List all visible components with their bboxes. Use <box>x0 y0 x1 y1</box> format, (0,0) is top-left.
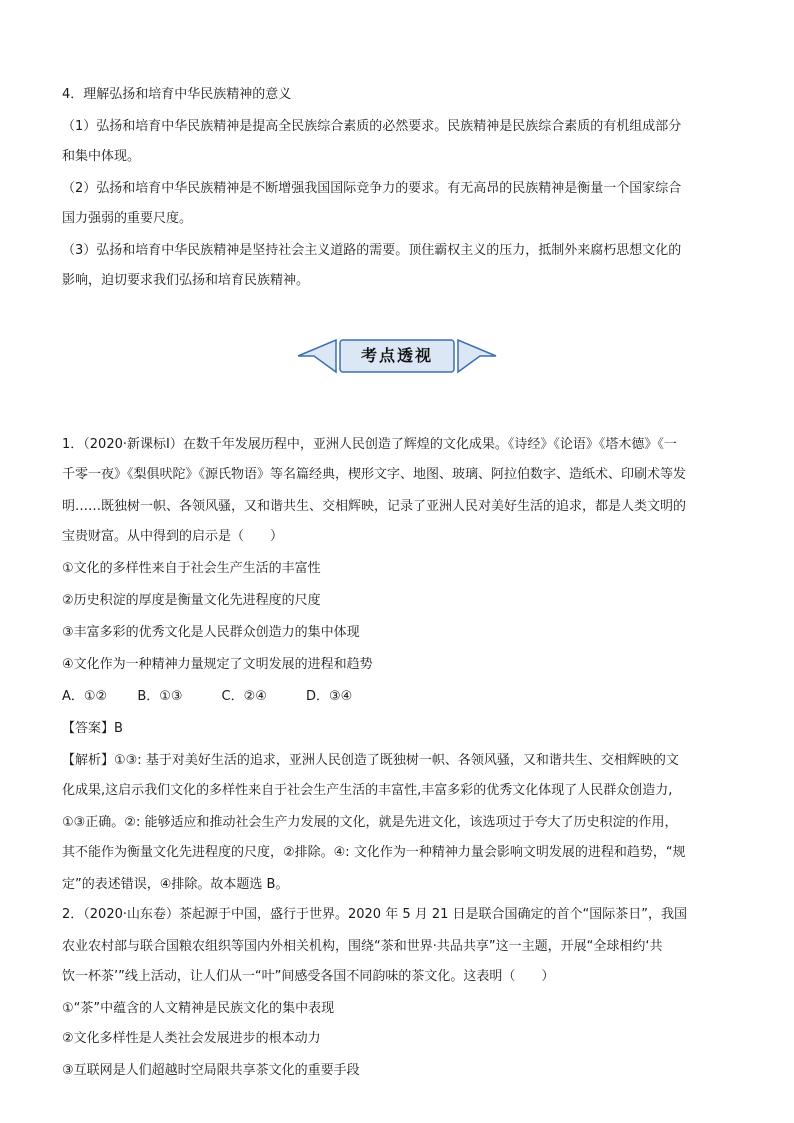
question1-answer: 【答案】B <box>62 721 123 736</box>
knowledge-point-line: 影响，迫切要求我们弘扬和培育民族精神。 <box>62 273 310 288</box>
knowledge-point-line: （2）弘扬和培育中华民族精神是不断增强我国国际竞争力的要求。有无高昂的民族精神是衡量一个国家综合 <box>62 181 682 196</box>
section-banner-title: 考点透视 <box>360 346 433 365</box>
question2-stem-line: 农业农村部与联合国粮农组织等国内外相关机构，围绕“茶和世界·共品共享”这一主题，开展“全球相约‘共 <box>62 939 663 954</box>
question2-option: ②文化多样性是人类社会发展进步的根本动力 <box>62 1031 321 1046</box>
question1-option: ②历史积淀的厚度是衡量文化先进程度的尺度 <box>62 593 321 608</box>
question2-stem-line: 饮一杯茶’”线上活动，让人们从一“叶”间感受各国不同韵味的茶文化。这表明（ ） <box>62 969 555 984</box>
knowledge-point-line: 国力强弱的重要尺度。 <box>62 211 193 226</box>
knowledge-point-line: （3）弘扬和培育中华民族精神是坚持社会主义道路的需要。顶住霸权主义的压力，抵制外来腐朽思想文化的 <box>62 243 682 258</box>
section-banner <box>296 336 498 376</box>
question2-option: ①“茶”中蕴含的人文精神是民族文化的集中表现 <box>62 1001 335 1016</box>
question2-stem-line: 2．（2020·山东卷）茶起源于中国，盛行于世界。2020 年 5 月 21 日是联合国确定的首个“国际茶日”，我国 <box>62 907 688 922</box>
question1-option: ④文化作为一种精神力量规定了文明发展的进程和趋势 <box>62 657 373 672</box>
question1-option: ①文化的多样性来自于社会生产生活的丰富性 <box>62 561 321 576</box>
question1-analysis-line: 其不能作为衡量文化先进程度的尺度，②排除。④: 文化作为一种精神力量会影响文明发展的进程和趋势，“规 <box>62 845 686 860</box>
knowledge-point-line: （1）弘扬和培育中华民族精神是提高全民族综合素质的必然要求。民族精神是民族综合素质的有机组成部分 <box>62 119 682 134</box>
question1-option: ③丰富多彩的优秀文化是人民群众创造力的集中体现 <box>62 625 360 640</box>
question1-choices: A．①② B．①③ C．②④ D．③④ <box>62 689 353 704</box>
question1-stem-line: 1．（2020·新课标Ⅰ）在数千年发展历程中，亚洲人民创造了辉煌的文化成果。《诗经》《论语》《塔木德》《一 <box>62 437 677 452</box>
question1-analysis-line: 定”的表述错误，④排除。故本题选 B。 <box>62 877 289 892</box>
question1-analysis-line: 化成果,这启示我们文化的多样性来自于社会生产生活的丰富性,丰富多彩的优秀文化体现了人民群众创造力, <box>62 783 673 798</box>
knowledge-point-line: 和集中体现。 <box>62 149 141 164</box>
question1-stem-line: 宝贵财富。从中得到的启示是（ ） <box>62 529 284 544</box>
question1-analysis-line: ①③正确。②: 能够适应和推动社会生产力发展的文化，就是先进文化，该选项过于夸大了历史积淀的作用， <box>62 815 678 830</box>
question1-stem-line: 明……既独树一帜、各领风骚，又和谐共生、交相辉映，记录了亚洲人民对美好生活的追求，都是人类文明的 <box>62 499 687 514</box>
question2-option: ③互联网是人们超越时空局限共享茶文化的重要手段 <box>62 1063 360 1078</box>
knowledge-heading: 4．理解弘扬和培育中华民族精神的意义 <box>62 87 292 102</box>
question1-analysis-line: 【解析】①③: 基于对美好生活的追求，亚洲人民创造了既独树一帜、各领风骚，又和谐共生、交相辉映的文 <box>62 753 679 768</box>
question1-stem-line: 千零一夜》《梨俱吠陀》《源氏物语》等名篇经典，楔形文字、地图、玻璃、阿拉伯数字、造纸术、印刷术等发 <box>62 467 687 482</box>
